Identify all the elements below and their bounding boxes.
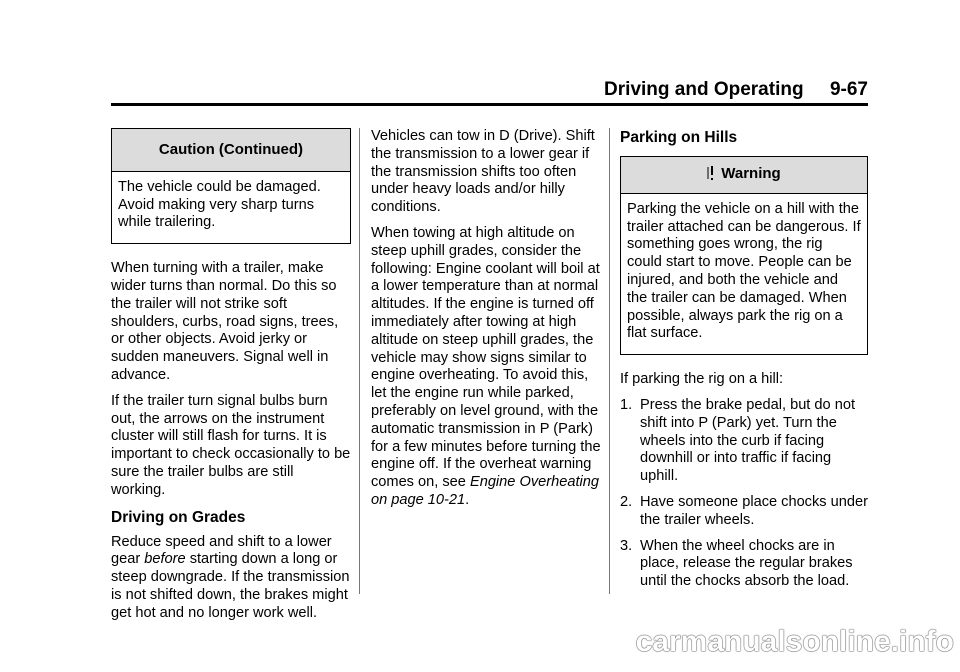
paragraph-text: starting down a long or steep downgrade. If the transmission is not shifted down, the brakes might get hot and no longer work well. xyxy=(111,551,350,621)
paragraph: If parking the rig on a hill: xyxy=(620,371,784,388)
section-heading: Parking on Hills xyxy=(620,129,738,146)
caution-box xyxy=(111,128,351,244)
paragraph xyxy=(371,225,607,510)
list-number: 1. xyxy=(620,396,633,413)
caution-text: The vehicle could be damaged. Avoid making very sharp turns while trailering. xyxy=(118,178,321,231)
steps-list xyxy=(620,397,868,591)
column-middle xyxy=(371,128,607,518)
paragraph xyxy=(111,534,351,623)
paragraph-text: Reduce speed and shift to a lower gear xyxy=(111,533,332,568)
warning-title-text: Warning xyxy=(721,165,781,182)
list-item xyxy=(620,494,868,530)
warning-text: Parking the vehicle on a hill with the trailer attached can be dangerous. If something goes wrong, the rig could start to move. People can be injured, and both the vehicle and the trailer can be damaged. When possible, always park the rig on a flat surface. xyxy=(627,200,861,342)
paragraph-text: . xyxy=(465,491,470,508)
list-text: Press the brake pedal, but do not shift into P (Park) yet. Turn the wheels into the curb if facing downhill or into traffic if facing uphill. xyxy=(640,396,855,485)
watermark: carmanualsonline.info xyxy=(635,625,954,658)
header-rule xyxy=(111,103,868,106)
column-right xyxy=(620,128,868,599)
paragraph-text: When towing at high altitude on steep uphill grades, consider the following: Engine coolant will boil at a lower temperature than at normal altitudes. If the engine is turned off immediately after towing at high altitude on steep uphill grades, the vehicle may show signs similar to engine overheating. To avoid this, let the engine run while parked, preferably on level ground, with the automatic transmission in P (Park) for a few minutes before turning the engine off. If the overheat warning comes on, see xyxy=(371,224,601,491)
emphasis-text: before xyxy=(144,551,186,568)
list-number: 3. xyxy=(620,537,633,554)
paragraph: If the trailer turn signal bulbs burn out, the arrows on the instrument cluster will still flash for turns. It is important to check occasionally to be sure the trailer bulbs are still working. xyxy=(111,392,351,498)
warning-box-body xyxy=(621,194,867,354)
cross-reference-link[interactable]: Engine Overheating on page 10-21 xyxy=(371,474,599,508)
column-left xyxy=(111,128,351,631)
page-header-title: Driving and Operating 9-67 xyxy=(604,79,868,100)
list-text: When the wheel chocks are in place, release the regular brakes until the chocks absorb the load. xyxy=(640,537,853,590)
warning-bracket-icon xyxy=(707,166,717,185)
list-item xyxy=(620,538,868,591)
paragraph: When turning with a trailer, make wider turns than normal. Do this so the trailer will not strike soft shoulders, curbs, road signs, trees, or other objects. Avoid jerky or sudden maneuvers. Signal well in advance. xyxy=(111,260,339,383)
list-number: 2. xyxy=(620,493,633,510)
section-heading: Driving on Grades xyxy=(111,508,246,526)
warning-box-title xyxy=(621,157,867,194)
warning-box xyxy=(620,156,868,355)
caution-box-title: Caution (Continued) xyxy=(112,129,350,172)
paragraph: Vehicles can tow in D (Drive). Shift the transmission to a lower gear if the transmission shifts too often under heavy loads and/or hilly conditions. xyxy=(371,128,595,216)
column-divider xyxy=(359,128,360,594)
column-divider xyxy=(609,128,610,594)
list-item xyxy=(620,397,868,486)
list-text: Have someone place chocks under the trailer wheels. xyxy=(640,493,868,528)
caution-box-body xyxy=(112,172,350,243)
